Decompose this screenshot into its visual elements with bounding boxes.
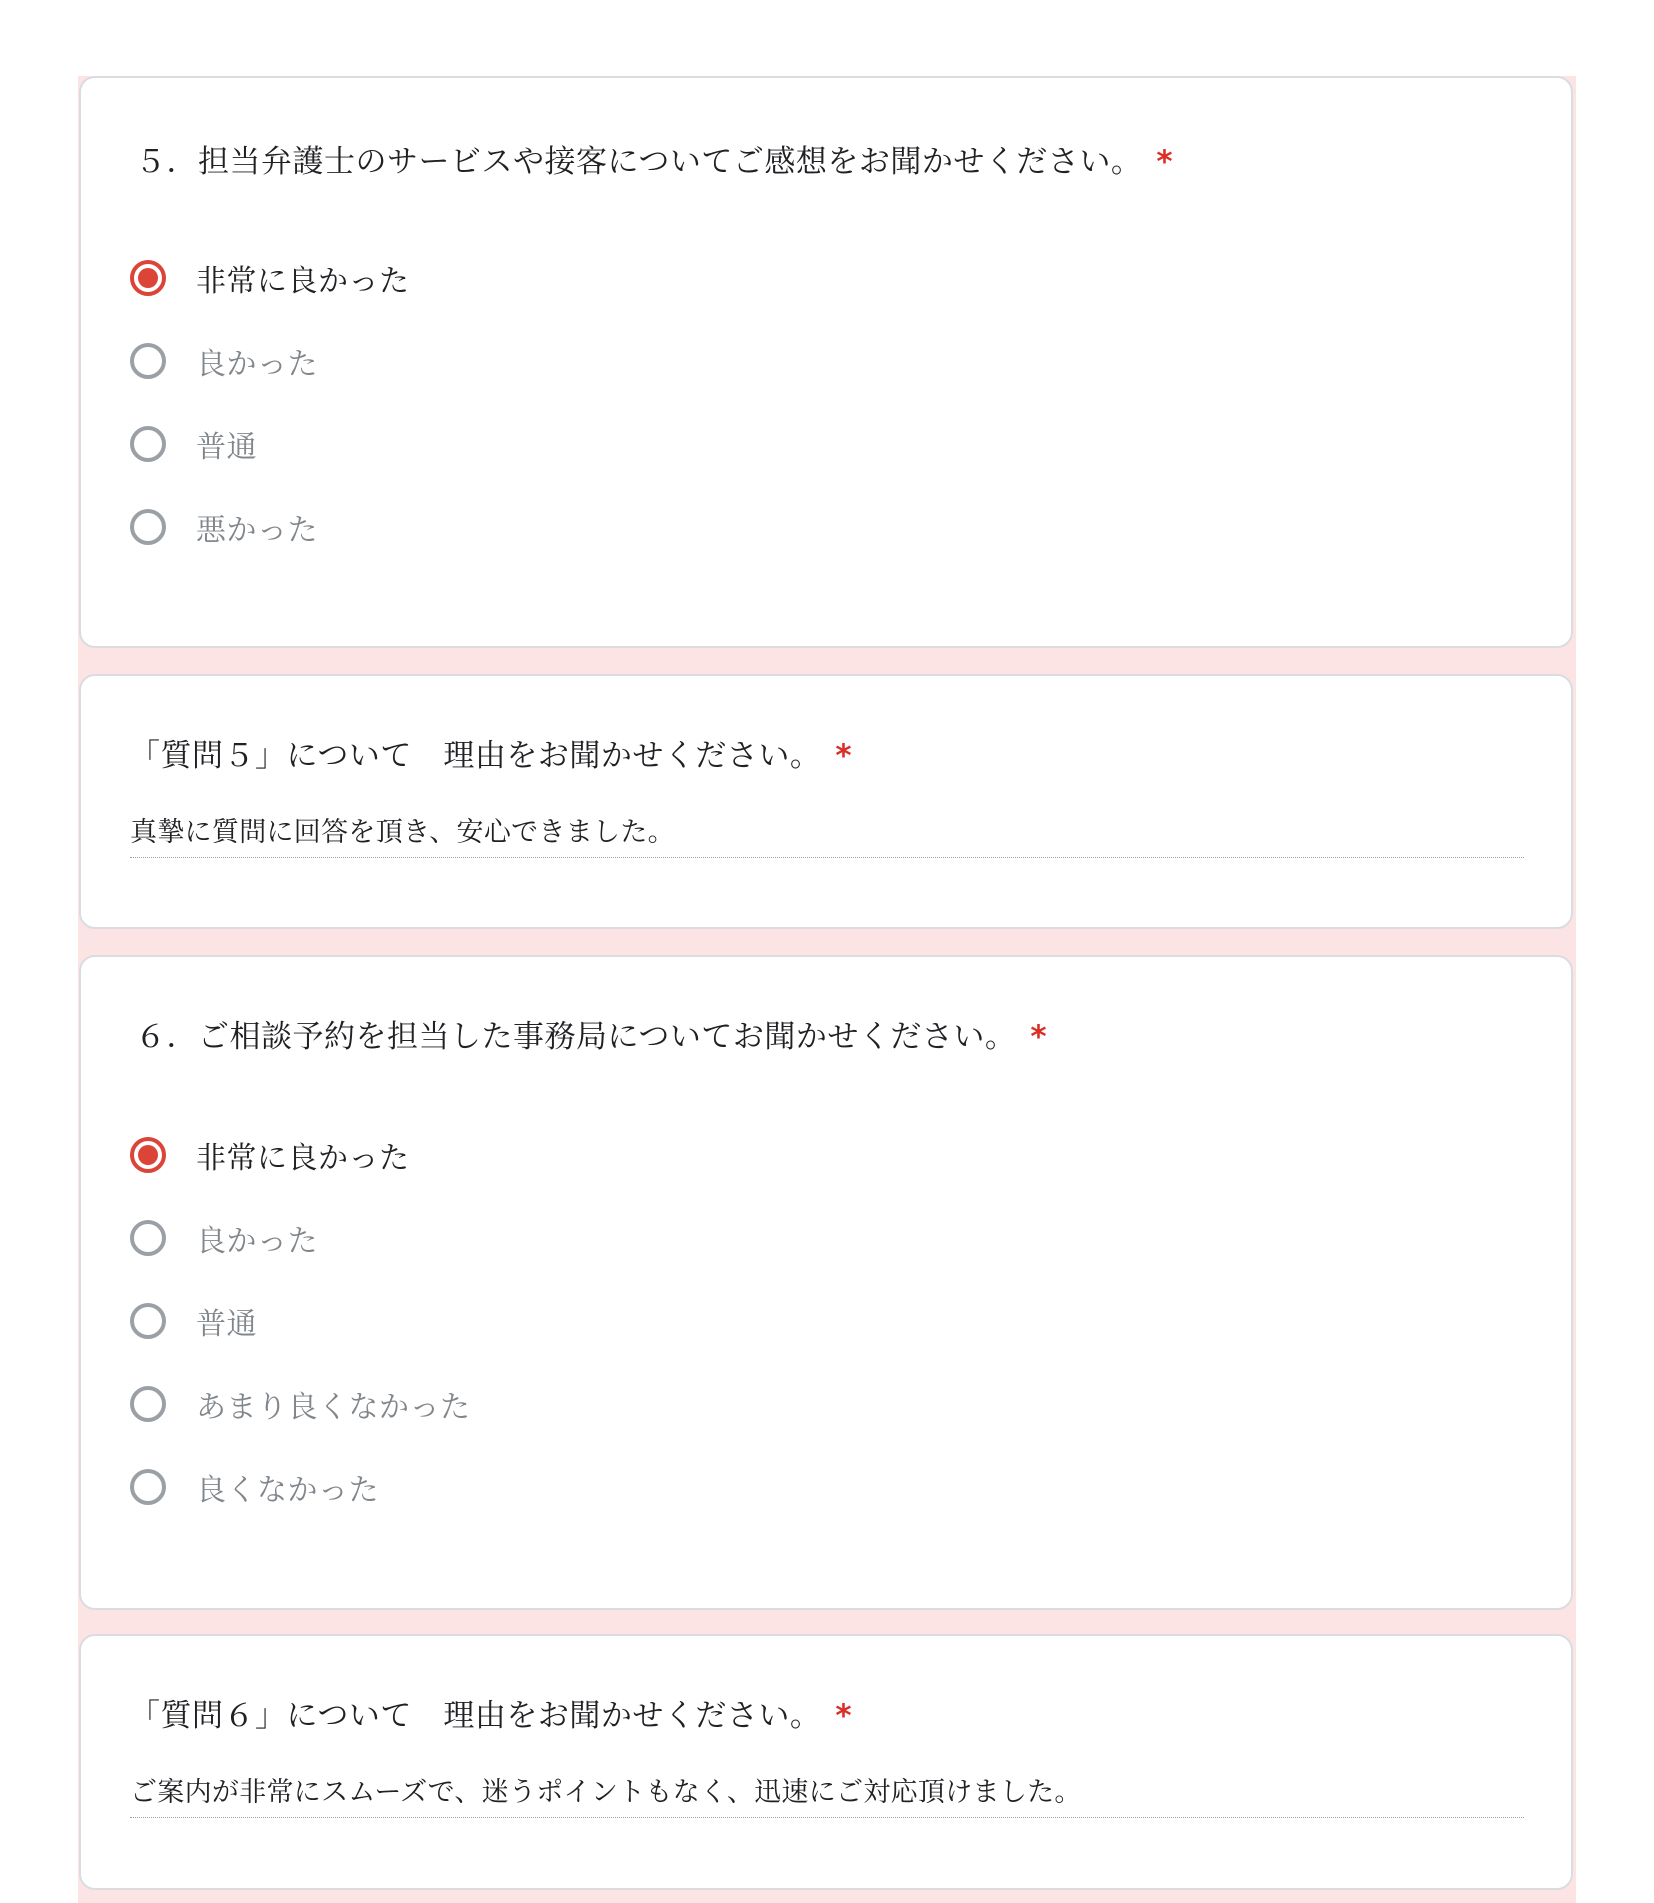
radio-button[interactable] bbox=[130, 1220, 166, 1256]
option-label: あまり良くなかった bbox=[196, 1390, 471, 1425]
question-card-5 bbox=[79, 76, 1573, 648]
radio-button[interactable] bbox=[130, 426, 166, 462]
question-title-text: ６．ご相談予約を担当した事務局についてお聞かせください。 bbox=[135, 1019, 1017, 1055]
radio-button-selected[interactable] bbox=[130, 1137, 166, 1173]
radio-button-selected[interactable] bbox=[130, 260, 166, 296]
answer-text-field[interactable]: ご案内が非常にスムーズで、迷うポイントもなく、迅速にご対応頂けました。 bbox=[130, 1770, 1524, 1818]
question-title bbox=[135, 136, 1173, 181]
radio-button[interactable] bbox=[130, 509, 166, 545]
radio-option-very-good[interactable] bbox=[130, 1133, 410, 1177]
option-label: 非常に良かった bbox=[196, 1141, 410, 1176]
radio-button[interactable] bbox=[130, 1303, 166, 1339]
radio-option-good[interactable] bbox=[130, 1216, 318, 1260]
option-label: 良かった bbox=[196, 347, 318, 382]
option-label: 良かった bbox=[196, 1224, 318, 1259]
reason-card-5 bbox=[79, 674, 1573, 929]
radio-button[interactable] bbox=[130, 343, 166, 379]
question-title-text: ５．担当弁護士のサービスや接客についてご感想をお聞かせください。 bbox=[135, 144, 1143, 180]
required-asterisk: * bbox=[835, 738, 853, 774]
required-asterisk: * bbox=[1030, 1019, 1048, 1055]
answer-text-field[interactable]: 真摯に質問に回答を頂き、安心できました。 bbox=[130, 810, 1524, 858]
radio-button[interactable] bbox=[130, 1386, 166, 1422]
radio-option-good[interactable] bbox=[130, 339, 318, 383]
radio-option-average[interactable] bbox=[130, 422, 257, 466]
question-card-6 bbox=[79, 955, 1573, 1610]
question-title bbox=[135, 1011, 1047, 1056]
option-label: 良くなかった bbox=[196, 1473, 379, 1508]
radio-button[interactable] bbox=[130, 1469, 166, 1505]
question-title-text: 「質問５」について 理由をお聞かせください。 bbox=[129, 738, 822, 774]
question-title bbox=[129, 730, 852, 775]
question-title-text: 「質問６」について 理由をお聞かせください。 bbox=[129, 1698, 822, 1734]
option-label: 非常に良かった bbox=[196, 264, 410, 299]
radio-option-not-good[interactable] bbox=[130, 1465, 379, 1509]
option-label: 普通 bbox=[196, 430, 257, 465]
option-label: 悪かった bbox=[196, 513, 318, 548]
radio-option-bad[interactable] bbox=[130, 505, 318, 549]
option-label: 普通 bbox=[196, 1307, 257, 1342]
required-asterisk: * bbox=[1156, 144, 1174, 180]
radio-option-very-good[interactable] bbox=[130, 256, 410, 300]
radio-option-not-so-good[interactable] bbox=[130, 1382, 471, 1426]
required-asterisk: * bbox=[835, 1698, 853, 1734]
radio-option-average[interactable] bbox=[130, 1299, 257, 1343]
question-title bbox=[129, 1690, 852, 1735]
reason-card-6 bbox=[79, 1634, 1573, 1890]
